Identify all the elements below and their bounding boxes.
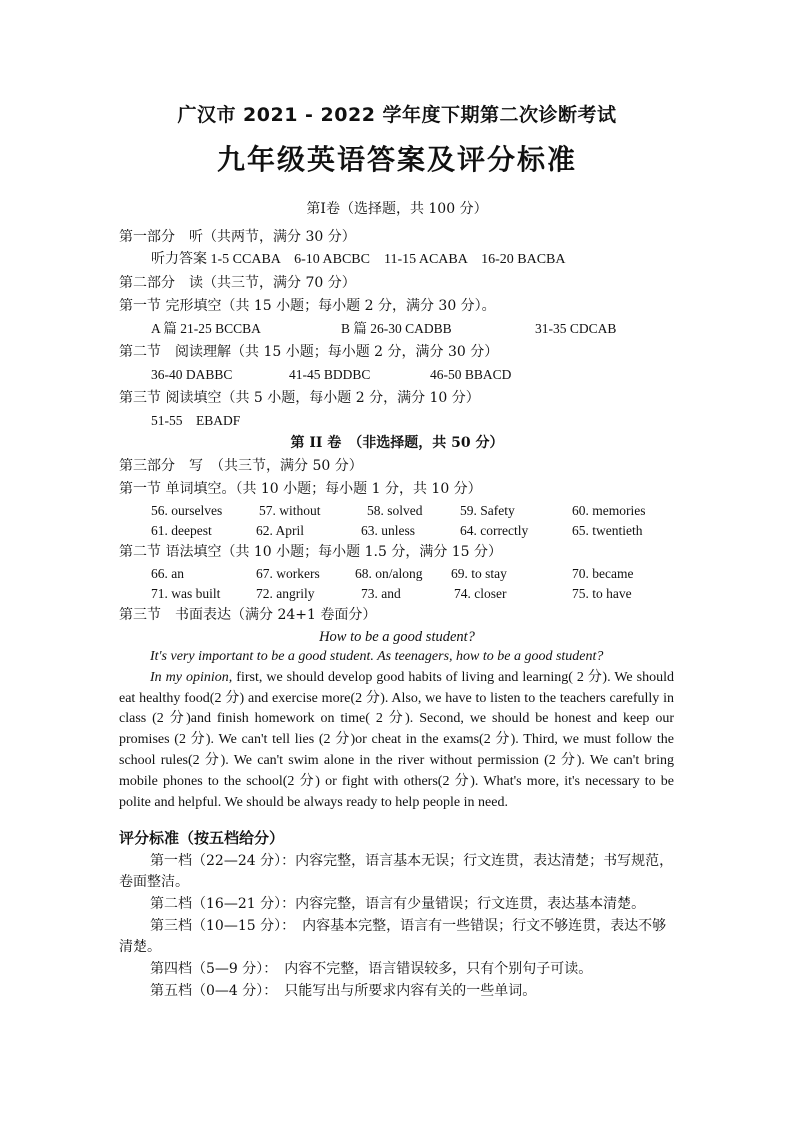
grammar-answer: 66. an bbox=[151, 566, 184, 581]
reading-answers-a: 36-40 DABBC bbox=[151, 367, 233, 382]
exam-subtitle: 九年级英语答案及评分标准 bbox=[216, 143, 577, 176]
grammar-answer: 67. workers bbox=[256, 566, 320, 581]
cloze-answers-b: B 篇 26-30 CADBB bbox=[341, 321, 452, 336]
word-fill-heading: 第一节 单词填空。（共 10 小题；每小题 1 分，共 10 分） bbox=[119, 481, 482, 497]
cloze-answers-a: A 篇 21-25 BCCBA bbox=[151, 321, 261, 336]
essay-body bbox=[119, 668, 674, 814]
exam-title: 广汉市 2021 - 2022 学年度下期第二次诊断考试 bbox=[177, 104, 617, 126]
word-answer: 63. unless bbox=[361, 523, 415, 538]
grammar-heading: 第二节 语法填空（共 10 小题；每小题 1.5 分，满分 15 分） bbox=[119, 544, 503, 560]
vol1-heading: 第Ⅰ卷（选择题，共 100 分） bbox=[306, 201, 488, 217]
cloze-heading: 第一节 完形填空（共 15 小题；每小题 2 分，满分 30 分）。 bbox=[119, 298, 496, 314]
reading-answers-c: 46-50 BBACD bbox=[430, 367, 512, 382]
grammar-answer: 72. angrily bbox=[256, 586, 315, 601]
grammar-answer: 68. on/along bbox=[355, 566, 423, 581]
grammar-answer: 74. closer bbox=[454, 586, 507, 601]
part1-heading: 第一部分 听（共两节，满分 30 分） bbox=[119, 229, 356, 245]
listening-answers: 听力答案 1-5 CCABA 6-10 ABCBC 11-15 ACABA 16-20 BACBA bbox=[151, 252, 566, 267]
grammar-answer: 71. was built bbox=[151, 586, 221, 601]
cloze-answers-c: 31-35 CDCAB bbox=[535, 321, 617, 336]
part2-heading: 第二部分 读（共三节，满分 70 分） bbox=[119, 275, 356, 291]
scoring-level-2: 第二档（16—21 分）：内容完整，语言有少量错误；行文连贯，表达基本清楚。 bbox=[150, 896, 646, 912]
fill-answers: 51-55 EBADF bbox=[151, 413, 241, 428]
vol2-heading: 第 II 卷 （非选择题，共 50 分） bbox=[290, 435, 504, 451]
scoring-heading: 评分标准（按五档给分） bbox=[119, 829, 285, 847]
word-answer: 62. April bbox=[256, 523, 305, 538]
word-answer: 61. deepest bbox=[151, 523, 212, 538]
reading-heading: 第二节 阅读理解（共 15 小题；每小题 2 分，满分 30 分） bbox=[119, 344, 499, 360]
scoring-levels bbox=[119, 851, 674, 1003]
word-answer: 56. ourselves bbox=[151, 503, 223, 518]
word-answer: 64. correctly bbox=[460, 523, 529, 538]
scoring-level-1: 第一档（22—24 分）：内容完整，语言基本无误；行文连贯，表达清楚；书写规范，卷面整洁。 bbox=[119, 853, 674, 890]
fill-heading: 第三节 阅读填空（共 5 小题，每小题 2 分，满分 10 分） bbox=[119, 390, 480, 406]
scoring-level-5: 第五档（0—4 分）： 只能写出与所要求内容有关的一些单词。 bbox=[150, 983, 537, 999]
grammar-answer: 69. to stay bbox=[451, 566, 507, 581]
grammar-answer: 73. and bbox=[361, 586, 401, 601]
word-answer: 65. twentieth bbox=[572, 523, 643, 538]
scoring-level-4: 第四档（5—9 分）： 内容不完整，语言错误较多，只有个别句子可读。 bbox=[150, 961, 593, 977]
writing-heading: 第三节 书面表达（满分 24+1 卷面分） bbox=[119, 607, 377, 623]
reading-answers-b: 41-45 BDDBC bbox=[289, 367, 371, 382]
essay-lead: In my opinion, bbox=[150, 669, 233, 685]
sample-essay bbox=[119, 647, 674, 813]
word-answer: 60. memories bbox=[572, 503, 646, 518]
essay-text: first, we should develop good habits of living and learning( 2 分). We should eat healthy food(2 分) and exercise more(2 分). Also, we have to listen to the teachers carefully in class (2 分)and finish homework on time( 2 分). Second, we should be honest and keep our promises (2 分). We can't tell lies (2 分)or cheat in the exams(2 分). Third, we must follow the school rules(2 分). We can't swim alone in the river without permission (2 分). We can't bring mobile phones to the school(2 分) or fight with others(2 分). What's more, it's necessary to be polite and helpful. We should be always ready to help people in need. bbox=[119, 669, 674, 810]
grammar-answer: 70. became bbox=[572, 566, 634, 581]
grammar-answer: 75. to have bbox=[572, 586, 632, 601]
essay-intro: It's very important to be a good student. As teenagers, how to be a good student? bbox=[150, 649, 604, 664]
scoring-level-3: 第三档（10—15 分）： 内容基本完整，语言有一些错误；行文不够连贯，表达不够清楚。 bbox=[119, 918, 667, 955]
word-answer: 59. Safety bbox=[460, 503, 515, 518]
word-answer: 58. solved bbox=[367, 503, 423, 518]
part3-heading: 第三部分 写 （共三节，满分 50 分） bbox=[119, 458, 363, 474]
essay-title: How to be a good student? bbox=[319, 629, 475, 645]
word-answer: 57. without bbox=[259, 503, 321, 518]
